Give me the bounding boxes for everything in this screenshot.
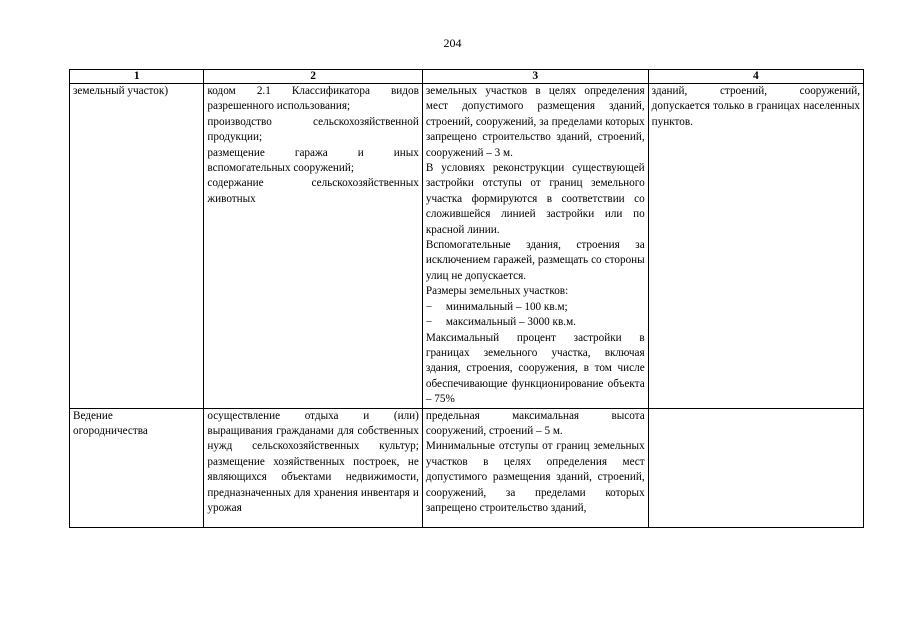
zoning-table [69,69,864,528]
cell-text: содержание сельскохозяйственных животных [207,177,419,205]
cell-text: предельная максимальная высота сооружений, строений – 5 м. [425,409,645,437]
table-cell [70,84,204,409]
cell-text: В условиях реконструкции существующей застройки отступы от границ земельного участка формируются в соответствии со сложившейся линией застройки или по красной линии. [425,162,645,236]
cell-text: Вспомогательные здания, строения за исключением гаражей, размещать со стороны улиц не допускается. [425,239,645,282]
list-item: − минимальный – 100 кв.м; [426,300,645,315]
page-number: 204 [443,36,462,50]
header-cell: 1 [70,70,204,84]
cell-text: зданий, строений, сооружений, допускается только в границах населенных пунктов. [651,85,860,128]
cell-text: земельный участок) [73,85,169,97]
cell-text: Максимальный процент застройки в границах земельного участка, включая здания, строения, сооружения, в том числе обеспечивающие функционирование объекта – 75% [425,331,645,406]
table-cell [422,408,648,527]
cell-text: Ведение [73,409,113,422]
cell-text: огородничества [73,424,148,437]
header-cell: 3 [422,70,648,84]
table-cell [648,84,863,409]
table-cell [648,408,863,527]
header-cell: 4 [648,70,863,84]
list-item: − максимальный – 3000 кв.м. [426,315,645,330]
header-cell: 2 [204,70,422,84]
table-row [70,84,864,409]
table-cell [422,84,648,409]
cell-text: размещение гаража и иных вспомогательных сооружений; [207,146,419,175]
cell-text: производство сельскохозяйственной продукции; [207,115,419,144]
cell-text: Минимальные отступы от границ земельных участков в целях определения мест допустимого размещения зданий, строений, сооружений, за пределами которых запрещено строительство зданий, [425,440,645,514]
cell-text: земельных участков в целях определения мест допустимого размещения зданий, строений, сооружений, за пределами которых запрещено строительство зданий, строений, сооружений – 3 м. [425,85,645,159]
table-cell [204,84,422,409]
cell-text: Размеры земельных участков: [425,285,569,298]
cell-text: осуществление отдыха и (или) выращивания гражданами для собственных нужд сельскохозяйственных культур; размещение хозяйственных построек, не являющихся объектами недвижимости, предназначенных для хранения инвентаря и урожая [207,409,419,514]
table-row [70,408,864,527]
table-cell [70,408,204,527]
cell-text: кодом 2.1 Классификатора видов разрешенного использования; [207,85,419,113]
table-header-row [70,70,864,84]
table-cell [204,408,422,527]
